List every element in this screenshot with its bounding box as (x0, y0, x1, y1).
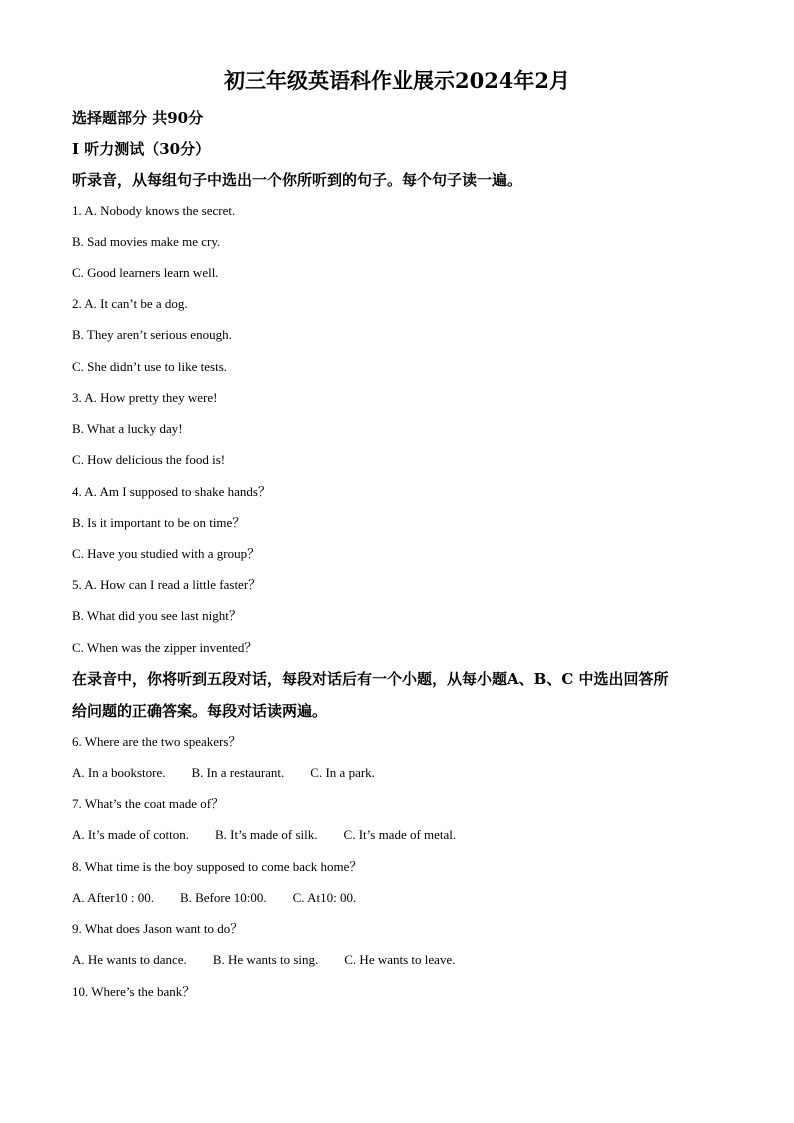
question-6: 6. Where are the two speakers？ (72, 734, 242, 749)
list-item: 2. A. It can’t be a dog. (72, 296, 188, 311)
list-item: 5. A. How can I read a little faster？ (72, 577, 262, 592)
option-a: A. He wants to dance. (72, 952, 187, 967)
list-item: 3. A. How pretty they were! (72, 390, 218, 405)
question-8: 8. What time is the boy supposed to come back home？ (72, 859, 363, 874)
option-a: A. It’s made of cotton. (72, 827, 189, 842)
list-item: C. She didn’t use to like tests. (72, 359, 228, 374)
option-c: C. At10: 00. (292, 890, 357, 905)
list-item: B. Is it important to be on time？ (72, 515, 246, 530)
list-item: B. Sad movies make me cry. (72, 234, 221, 249)
question-9-options (72, 951, 455, 969)
option-c: C. It’s made of metal. (343, 827, 457, 842)
part-heading: Ⅰ 听力测试（30分） (72, 140, 211, 158)
list-item: 4. A. Am I supposed to shake hands？ (72, 484, 271, 499)
list-item: B. What did you see last night？ (72, 608, 242, 623)
list-item: 1. A. Nobody knows the secret. (72, 203, 236, 218)
option-c: C. In a park. (310, 765, 375, 780)
list-item: C. When was the zipper invented？ (72, 640, 258, 655)
question-10: 10. Where’s the bank？ (72, 984, 196, 999)
page-title: 初三年级英语科作业展示2024年2月 (223, 68, 571, 93)
option-b: B. In a restaurant. (191, 765, 285, 780)
option-b: B. He wants to sing. (212, 952, 319, 967)
option-a: A. In a bookstore. (72, 765, 166, 780)
list-item: B. They aren’t serious enough. (72, 327, 232, 342)
list-item: C. How delicious the food is! (72, 452, 226, 467)
instruction-2-line-2: 给问题的正确答案。每段对话读两遍。 (72, 702, 328, 720)
list-item: C. Have you studied with a group？ (72, 546, 261, 561)
question-8-options (72, 889, 356, 907)
list-item: C. Good learners learn well. (72, 265, 219, 280)
question-6-options (72, 764, 375, 782)
option-b: B. Before 10:00. (179, 890, 267, 905)
question-7: 7. What’s the coat made of？ (72, 796, 225, 811)
instruction-2-line-1: 在录音中，你将听到五段对话，每段对话后有一个小题，从每小题A、B、C 中选出回答所 (72, 670, 669, 688)
question-7-options (72, 826, 456, 844)
instruction-1: 听录音，从每组句子中选出一个你所听到的句子。每个句子读一遍。 (72, 171, 523, 189)
option-c: C. He wants to leave. (344, 952, 456, 967)
option-b: B. It’s made of silk. (214, 827, 318, 842)
section-heading: 选择题部分 共90分 (72, 109, 204, 127)
option-a: A. After10 : 00. (72, 890, 154, 905)
list-item: B. What a lucky day! (72, 421, 183, 436)
question-9: 9. What does Jason want to do？ (72, 921, 244, 936)
